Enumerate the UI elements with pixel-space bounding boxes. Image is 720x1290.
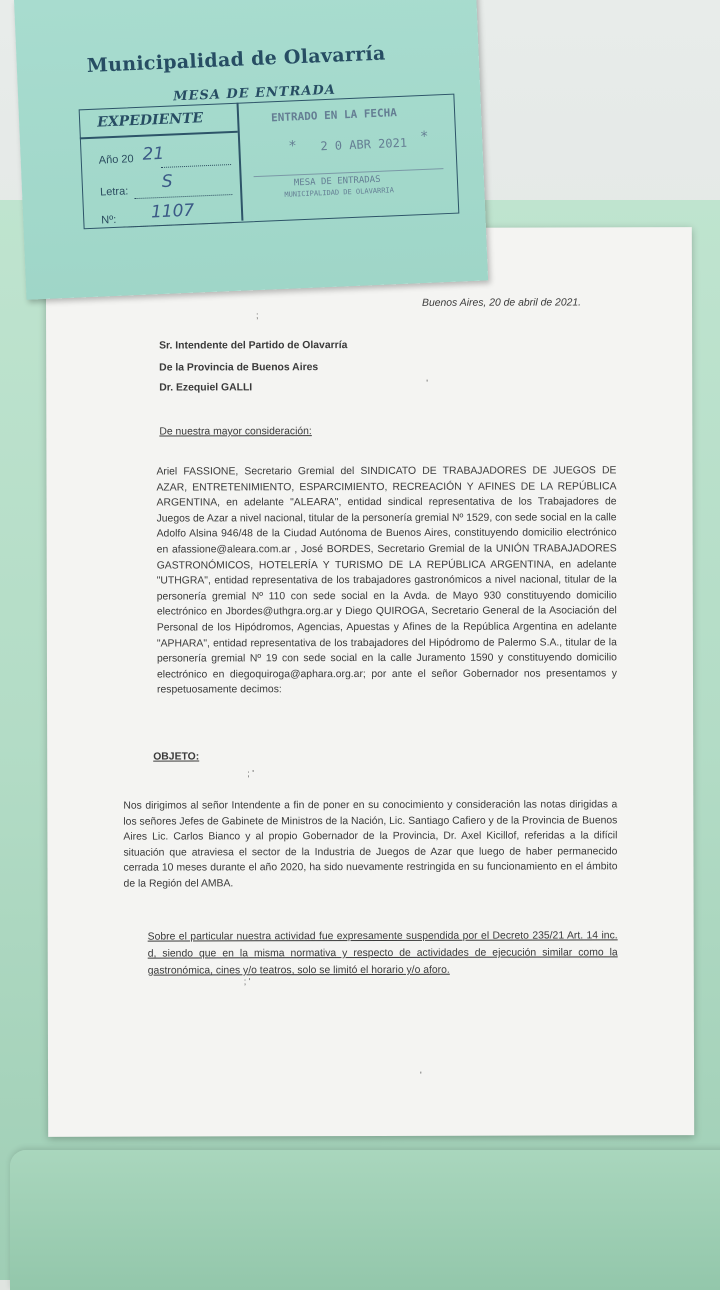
- number-label: Nº:: [101, 213, 117, 227]
- entry-stamp-card: [14, 0, 488, 300]
- letter-date: Buenos Aires, 20 de abril de 2021.: [421, 297, 582, 309]
- stamp-star-right: *: [419, 128, 429, 146]
- letter-page: Buenos Aires, 20 de abril de 2021. Sr. Intendente del Partido de Olavarría De la Provincia de Buenos Aires Dr. Ezequiel GALLI De nuestra mayor consideración: Ariel FASSIONE, Secretario Gremial del SINDICATO DE TRABAJADORES DE JUEGOS DE AZAR, ENTRETENIMIENTO, ESPARCIMIENTO, RECREACIÓN Y AFINES DE LA REPÚBLICA ARGENTINA, en adelante "ALEARA", entidad sindical representativa de los Trabajadores de Juegos de Azar a nivel nacional, titular de la personería gremial Nº 1529, con sede social en la calle Adolfo Alsina 946/48 de la Ciudad Autónoma de Buenos Aires, constituyendo domicilio electrónico en afassione@aleara.com.ar , José BORDES, Secretario Gremial de la UNIÓN TRABAJADORES GASTRONÓMICOS, HOTELERÍA Y TURISMO DE LA REPÚBLICA ARGENTINA, en adelante "UTHGRA", entidad representativa de los trabajadores gastronómicos a nivel nacional, titular de la personería gremial Nº 110 con sede social en la Avda. de Mayo 930 constituyendo domicilio electrónico en Jbordes@uthgra.org.ar y Diego QUIROGA, Secretario General de la Asociación del Personal de los Hipódromos, Agencias, Apuestas y Afines de la República Argentina en adelante "APHARA", entidad representativa de los trabajadores del Hipódromo de Palermo S.A., titular de la personería gremial Nº 19 con sede social en la calle Juramento 1590 y constituyendo domicilio electrónico en diegoquiroga@aphara.org.ar; por ante el señor Gobernador nos presentamos y respetuosamente decimos: OBJETO: Nos dirigimos al señor Intendente a fin de poner en su conocimiento y consideración las notas dirigidas a los señores Jefes de Gabinete de Ministros de la Nación, Lic. Santiago Cafiero y de la Provincia de Buenos Aires Lic. Carlos Bianco y al propio Gobernador de la Provincia, Dr. Axel Kicillof, referidas a la difícil situación que atraviesa el sector de la Industria de Juegos de Azar que luego de haber permanecido cerrada 10 meses durante el año 2020, ha sido nuevamente restringida en su funcionamiento en el ámbito de la Región del AMBA. Sobre el particular nuestra actividad fue expresamente suspendida por el Decreto 235/21 Art. 14 inc. d, siendo que en la misma normativa y respecto de actividades de ejecución similar como la gastronómica, cines y/o teatros, solo se limitó el horario y/o aforo. ; ; ' ; ' ' ': [46, 227, 694, 1137]
- stamp-office-2: MUNICIPALIDAD DE OLAVARRIA: [284, 186, 395, 199]
- addressee-line-2: De la Provincia de Buenos Aires: [159, 362, 319, 374]
- office-label: MESA DE ENTRADA: [172, 82, 337, 105]
- addressee-line-3: Dr. Ezequiel GALLI: [159, 382, 253, 394]
- stamp-office-1: MESA DE ENTRADAS: [293, 174, 381, 189]
- expediente-label: EXPEDIENTE: [96, 110, 204, 131]
- folder-flap: [10, 1150, 720, 1290]
- letter-value: S: [161, 171, 173, 192]
- section-title-objeto: OBJETO:: [153, 751, 200, 763]
- paragraph-decreto: Sobre el particular nuestra actividad fue expresamente suspendida por el Decreto 235/21 Art. 14 inc. d, siendo que en la misma normativa y respecto de actividades de ejecución similar como la gastronómica, cines y/o teatros, solo se limitó el horario y/o aforo.: [147, 930, 618, 977]
- greeting: De nuestra mayor consideración:: [159, 426, 312, 438]
- municipality-title: Municipalidad de Olavarría: [86, 42, 386, 77]
- paragraph-intro: Ariel FASSIONE, Secretario Gremial del SINDICATO DE TRABAJADORES DE JUEGOS DE AZAR, ENTRETENIMIENTO, ESPARCIMIENTO, RECREACIÓN Y AFINES DE LA REPÚBLICA ARGENTINA, en adelante "ALEARA", entidad sindical representativa de los Trabajadores de Juegos de Azar a nivel nacional, titular de la personería gremial Nº 1529, con sede social en la calle Adolfo Alsina 946/48 de la Ciudad Autónoma de Buenos Aires, constituyendo domicilio electrónico en afassione@aleara.com.ar , José BORDES, Secretario Gremial de la UNIÓN TRABAJADORES GASTRONÓMICOS, HOTELERÍA Y TURISMO DE LA REPÚBLICA ARGENTINA, en adelante "UTHGRA", entidad representativa de los trabajadores gastronómicos a nivel nacional, titular de la personería gremial Nº 110 con sede social en la Avda. de Mayo 930 constituyendo domicilio electrónico en Jbordes@uthgra.org.ar y Diego QUIROGA, Secretario General de la Asociación del Personal de los Hipódromos, Agencias, Apuestas y Afines de la República Argentina en adelante "APHARA", entidad representativa de los trabajadores del Hipódromo de Palermo S.A., titular de la personería gremial Nº 19 con sede social en la calle Juramento 1590 y constituyendo domicilio electrónico en diegoquiroga@aphara.org.ar; por ante el señor Gobernador nos presentamos y respetuosamente decimos:: [156, 465, 617, 696]
- number-value: 1107: [150, 200, 195, 223]
- paragraph-objeto: Nos dirigimos al señor Intendente a fin de poner en su conocimiento y consideración las notas dirigidas a los señores Jefes de Gabinete de Ministros de la Nación, Lic. Santiago Cafiero y de la Provincia de Buenos Aires Lic. Carlos Bianco y al propio Gobernador de la Provincia, Dr. Axel Kicillof, referidas a la difícil situación que atraviesa el sector de la Industria de Juegos de Azar que luego de haber permanecido cerrada 10 meses durante el año 2020, ha sido nuevamente restringida en su funcionamiento en el ámbito de la Región del AMBA.: [123, 799, 618, 890]
- addressee-line-1: Sr. Intendente del Partido de Olavarría: [159, 340, 348, 352]
- year-value: 21: [142, 143, 165, 165]
- stamp-entered: ENTRADO EN LA FECHA: [270, 106, 398, 125]
- stamp-star-left: *: [288, 138, 298, 155]
- letter-label: Letra:: [99, 185, 129, 199]
- year-label: Año 20: [98, 153, 134, 167]
- stamp-date: 2 0 ABR 2021: [320, 135, 408, 154]
